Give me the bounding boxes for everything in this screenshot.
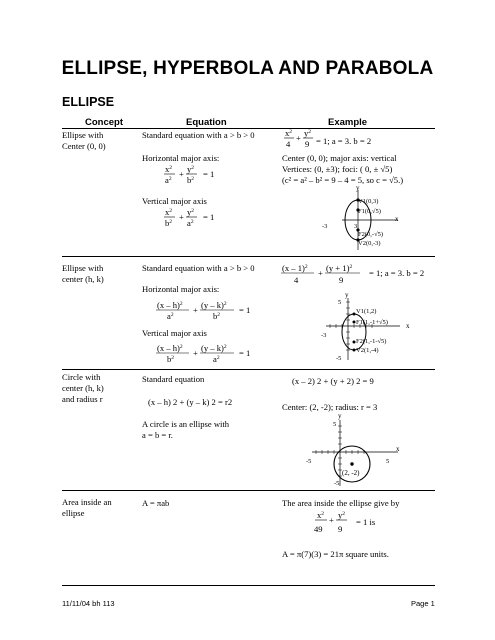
- svg-text:= 1: = 1: [239, 305, 251, 315]
- concept-line: Ellipse with: [62, 263, 104, 273]
- svg-text:(y + 1)2: $(y + 1)^2$: [326, 263, 353, 273]
- example-text: The area inside the ellipse give by: [282, 498, 400, 508]
- point-label-f2: F2(1,-1-√5): [356, 338, 387, 345]
- svg-text:+: +: [318, 268, 323, 278]
- point-label-f1: F1(1,-1+√5): [356, 319, 388, 326]
- example-fraction-2: [280, 262, 368, 286]
- equation-text: Standard equation with a > b > 0: [142, 130, 255, 140]
- example-equation-tail: = 1 is: [356, 517, 376, 527]
- svg-text:b2: $b^2$: [213, 311, 221, 321]
- equation-text: Vertical major axis: [142, 328, 207, 338]
- svg-text:= 1: = 1: [203, 169, 215, 179]
- concept-line: center (h, k): [62, 383, 104, 393]
- tick-label: -5: [334, 480, 340, 487]
- concept-line: Area inside an: [62, 497, 112, 507]
- point-label-v2: V2(0,-3): [358, 240, 381, 247]
- point-label-v2: V2(1,-4): [356, 347, 379, 354]
- formula-horizontal-ellipse-shifted: [155, 300, 265, 324]
- svg-text:b2: $b^2$: [187, 175, 195, 185]
- section-heading: ELLIPSE: [62, 95, 115, 109]
- tick-label: 3: [354, 223, 358, 230]
- example-text: Center: (2, -2); radius: r = 3: [282, 402, 378, 412]
- svg-text:x2: $x^2$: [165, 207, 173, 217]
- svg-text:(x – 1)2: (x – 1)$^2$: [282, 263, 308, 273]
- svg-text:4: 4: [286, 139, 291, 149]
- concept-line: and radius r: [62, 394, 103, 404]
- svg-text:y2: $y^2$: [338, 510, 346, 520]
- svg-text:+: +: [296, 133, 301, 143]
- svg-text:x2: $x^2$: [285, 128, 293, 138]
- footer-left: 11/11/04 bh 113: [62, 599, 115, 608]
- axis-label-y: y: [356, 184, 360, 192]
- fraction-denominator: 9: [338, 524, 343, 534]
- axis-label-x: x: [406, 322, 410, 330]
- page-title: ELLIPSE, HYPERBOLA AND PARABOLA: [61, 58, 434, 79]
- formula-vertical-ellipse: [163, 207, 233, 231]
- row-divider: [62, 369, 435, 370]
- svg-text:(y – k)2: (y – k)$^2$: [201, 300, 227, 310]
- tick-label: -5: [306, 458, 312, 465]
- example-equation-tail: = 1; a = 3. b = 2: [316, 136, 372, 146]
- fraction-denominator: 49: [314, 524, 323, 534]
- axis-label-y: y: [345, 291, 349, 299]
- svg-text:b2: $b^2$: [167, 354, 175, 364]
- point-label-f2: F2(0,-√5): [358, 231, 384, 238]
- axis-label-x: x: [395, 215, 399, 223]
- svg-text:= 1: = 1: [239, 348, 251, 358]
- svg-text:+: +: [329, 515, 334, 525]
- svg-text:+: +: [179, 212, 184, 222]
- example-text: Vertices: (0, ±3); foci: ( 0, ± √5): [282, 164, 393, 174]
- row-divider: [62, 256, 435, 257]
- point-label-v1: V1(1,2): [356, 308, 377, 315]
- svg-text:b2: $b^2$: [165, 218, 173, 228]
- svg-text:y2: $y^2$: [187, 207, 195, 217]
- equation-text: Vertical major axis: [142, 196, 207, 206]
- concept-line: Ellipse with: [62, 130, 104, 140]
- svg-text:(y – k)2: (y – k)$^2$: [201, 343, 227, 353]
- svg-text:+: +: [193, 305, 198, 315]
- row-divider: [62, 585, 435, 586]
- axis-label-x: x: [396, 445, 400, 453]
- center-label: (2, -2): [342, 469, 360, 477]
- header-rule: [62, 128, 435, 129]
- equation-circle: (x – h) 2 + (y – k) 2 = r2: [148, 397, 233, 407]
- concept-line: center (h, k): [62, 274, 104, 284]
- svg-text:(x – h)2: (x – h)$^2$: [157, 300, 183, 310]
- tick-label: -5: [336, 355, 342, 362]
- tick-label: 5: [338, 299, 342, 306]
- point-label-f1: F1(0,√5): [358, 208, 381, 215]
- svg-text:a2: $a^2$: [165, 175, 172, 185]
- equation-text: Horizontal major axis:: [142, 153, 220, 163]
- equation-text: A circle is an ellipse with: [142, 419, 230, 429]
- example-text: A = π(7)(3) = 21π square units.: [282, 549, 389, 559]
- concept-line: Center (0, 0): [62, 141, 106, 151]
- concept-line: Circle with: [62, 372, 101, 382]
- svg-text:= 1: = 1: [203, 212, 215, 222]
- column-header-equation: Equation: [186, 117, 227, 128]
- axis-label-y: y: [338, 412, 342, 420]
- tick-label: -3: [322, 223, 328, 230]
- equation-text: a = b = r.: [142, 430, 173, 440]
- tick-label: 5: [386, 458, 390, 465]
- concept-line: ellipse: [62, 508, 85, 518]
- example-text: (c² = a² – b² = 9 – 4 = 5, so c = √5.): [282, 175, 404, 185]
- svg-text:+: +: [179, 169, 184, 179]
- formula-vertical-ellipse-shifted: [155, 343, 265, 367]
- svg-text:a2: $a^2$: [213, 354, 220, 364]
- svg-text:a2: $a^2$: [167, 311, 174, 321]
- svg-text:y2: $y^2$: [187, 164, 195, 174]
- formula-horizontal-ellipse: [163, 164, 233, 188]
- svg-text:y2: $y^2$: [304, 128, 312, 138]
- example-equation: (x – 2) 2 + (y + 2) 2 = 9: [292, 376, 374, 386]
- svg-text:x2: $x^2$: [317, 510, 325, 520]
- svg-text:4: 4: [294, 275, 299, 285]
- column-header-concept: Concept: [85, 117, 123, 128]
- equation-area: A = πab: [142, 498, 170, 508]
- svg-text:+: +: [193, 348, 198, 358]
- tick-label: 5: [333, 421, 337, 428]
- svg-text:9: 9: [339, 275, 344, 285]
- equation-text: Horizontal major axis:: [142, 284, 220, 294]
- example-equation-tail: = 1; a = 3. b = 2: [369, 268, 425, 278]
- tick-label: -3: [321, 332, 327, 339]
- svg-text:x2: $x^2$: [165, 164, 173, 174]
- svg-text:9: 9: [305, 139, 310, 149]
- svg-text:a2: $a^2$: [187, 218, 194, 228]
- page-number: Page 1: [411, 599, 435, 608]
- row-divider: [62, 490, 435, 491]
- equation-text: Standard equation with a > b > 0: [142, 263, 255, 273]
- point-label-v1: V1(0,3): [358, 198, 379, 205]
- svg-text:(x – h)2: (x – h)$^2$: [157, 343, 183, 353]
- example-text: Center (0, 0); major axis: vertical: [282, 153, 397, 163]
- column-header-example: Example: [328, 117, 368, 128]
- equation-text: Standard equation: [142, 374, 205, 384]
